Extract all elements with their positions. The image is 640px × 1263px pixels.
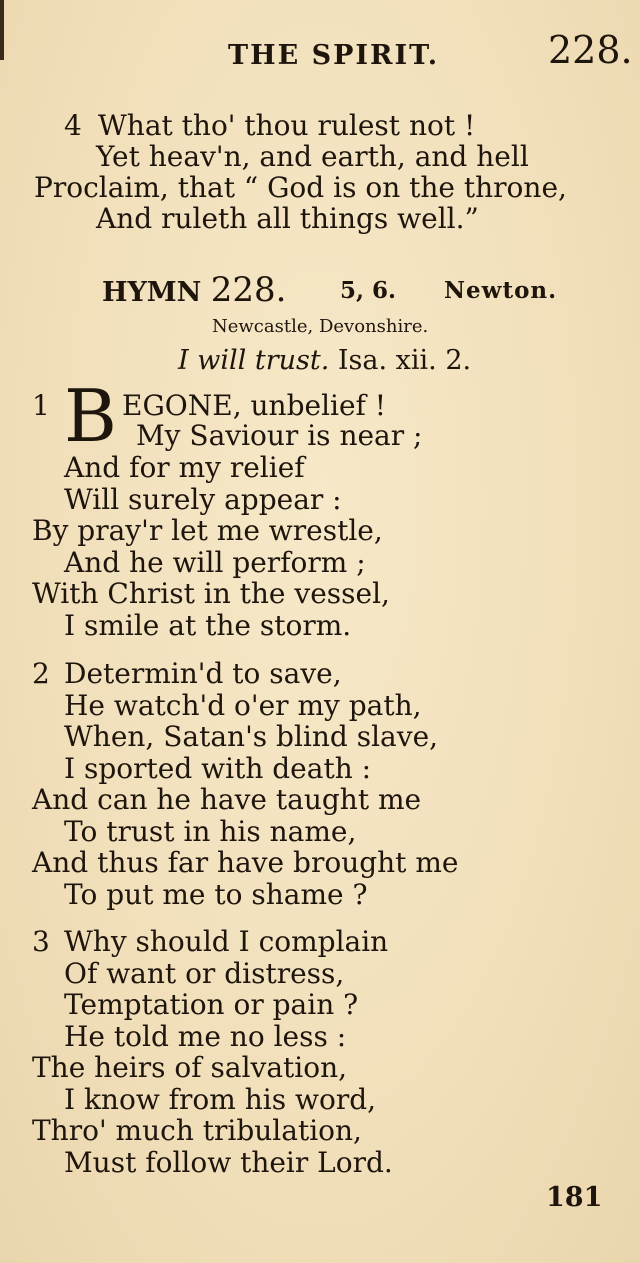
- hymn-meter: 5, 6.: [340, 277, 397, 304]
- running-title: THE SPIRIT.: [228, 40, 440, 71]
- verse-line: I smile at the storm.: [64, 609, 352, 642]
- verse-line: And he will perform ;: [64, 546, 366, 579]
- page-number: 181: [546, 1182, 603, 1213]
- verse-line: To put me to shame ?: [64, 878, 368, 911]
- verse-line: EGONE, unbelief !: [122, 389, 387, 422]
- verse-line: Yet heav'n, and earth, and hell: [96, 140, 529, 173]
- stanza-number: 2: [32, 657, 50, 690]
- verse-line: He watch'd o'er my path,: [64, 689, 422, 722]
- verse-line: To trust in his name,: [64, 815, 357, 848]
- verse-line: With Christ in the vessel,: [32, 577, 390, 610]
- stanza-number: 1: [32, 389, 50, 422]
- verse-line: And for my relief: [64, 451, 305, 484]
- verse-line: What tho' thou rulest not !: [98, 109, 476, 142]
- verse-line: I sported with death :: [64, 752, 372, 785]
- verse-line: Why should I complain: [64, 925, 389, 958]
- hymn-number: 228.: [210, 270, 287, 310]
- motto-reference: Isa. xii. 2.: [337, 345, 472, 376]
- verse-line: And thus far have brought me: [32, 846, 459, 879]
- verse-line: Will surely appear :: [64, 483, 342, 516]
- motto-text: I will trust.: [178, 345, 330, 376]
- verse-line: Of want or distress,: [64, 957, 345, 990]
- page-spine-edge: [0, 0, 4, 60]
- verse-line: I know from his word,: [64, 1083, 377, 1116]
- verse-line: Temptation or pain ?: [64, 988, 359, 1021]
- verse-line: And ruleth all things well.”: [96, 202, 479, 235]
- verse-line: He told me no less :: [64, 1020, 347, 1053]
- verse-line: Thro' much tribulation,: [32, 1114, 362, 1147]
- drop-cap: B: [64, 374, 117, 458]
- header-hymn-number: 228.: [548, 28, 633, 72]
- verse-line: Must follow their Lord.: [64, 1146, 393, 1179]
- hymn-tune: Newcastle, Devonshire.: [212, 316, 429, 337]
- verse-line: When, Satan's blind slave,: [64, 720, 439, 753]
- verse-line: Determin'd to save,: [64, 657, 342, 690]
- hymn-motto: [178, 345, 471, 376]
- hymn-label: HYMN: [102, 277, 202, 308]
- verse-line: And can he have taught me: [32, 783, 422, 816]
- verse-line: The heirs of salvation,: [32, 1051, 348, 1084]
- verse-line: By pray'r let me wrestle,: [32, 514, 383, 547]
- hymn-heading: [102, 270, 286, 310]
- verse-line: My Saviour is near ;: [136, 419, 423, 452]
- stanza-number: 3: [32, 925, 50, 958]
- stanza-number: 4: [64, 109, 82, 142]
- hymn-author: Newton.: [444, 277, 558, 304]
- verse-line: Proclaim, that “ God is on the throne,: [34, 171, 567, 204]
